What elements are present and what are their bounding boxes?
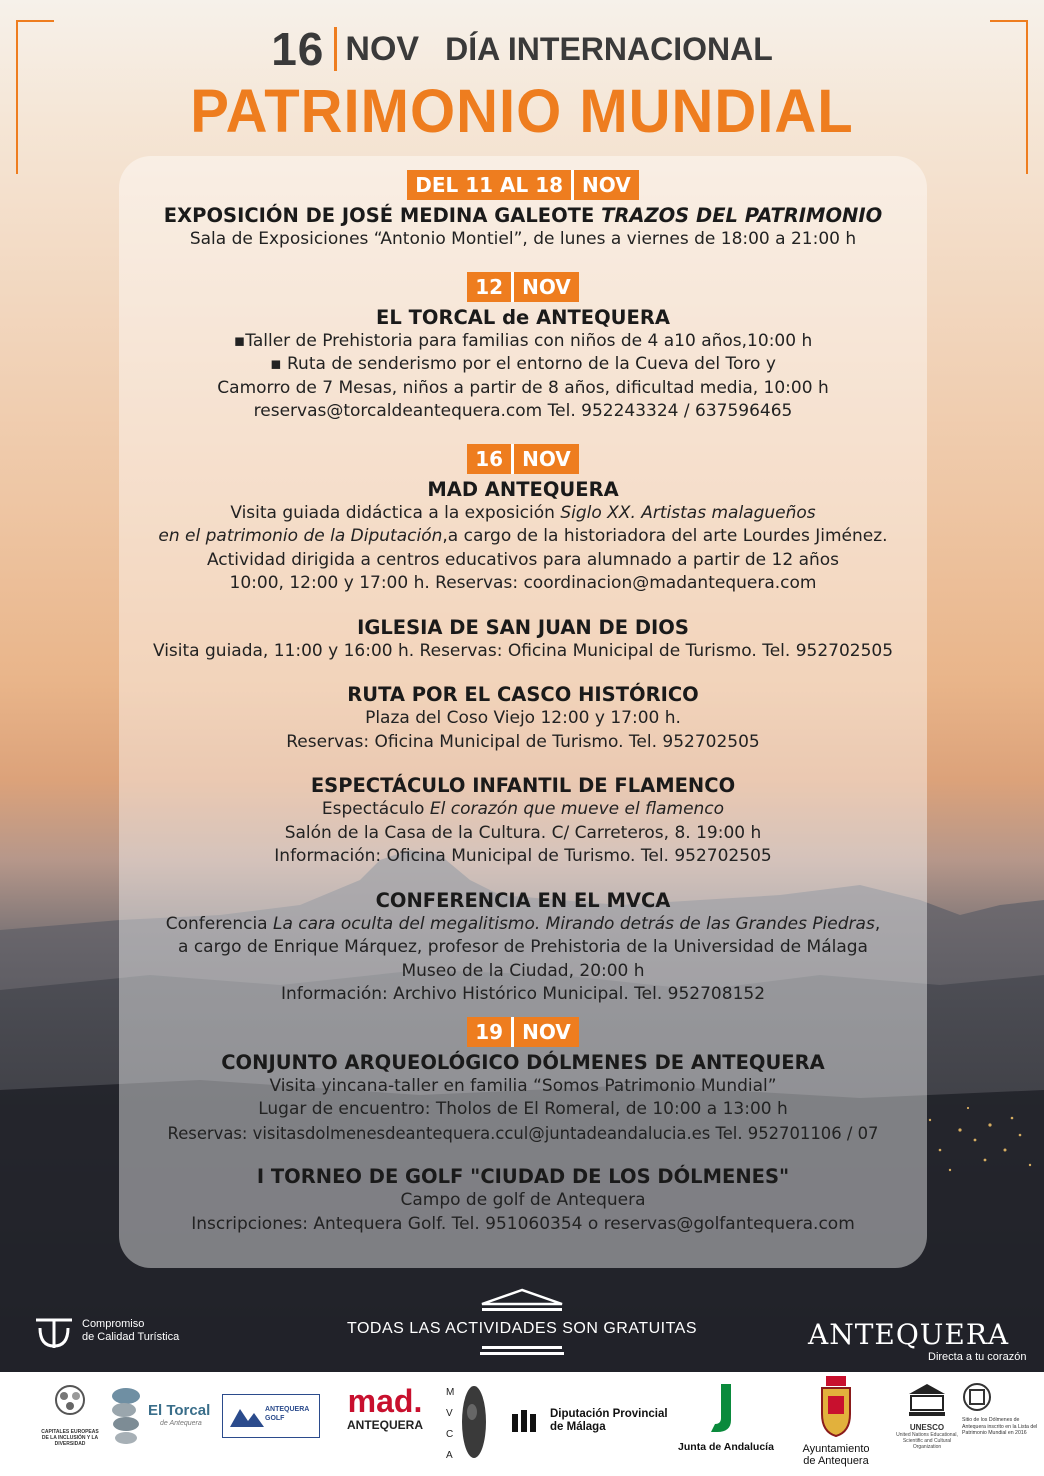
unesco-text: UNESCO xyxy=(909,1423,945,1432)
header-separator xyxy=(334,27,337,71)
capitales-text: CAPITALES EUROPEAS DE LA INCLUSIÓN Y LA DIVERSIDAD xyxy=(41,1429,99,1447)
mad-antequera-logo xyxy=(340,1384,430,1432)
sponsor-logos-strip xyxy=(0,1372,1044,1476)
world-heritage-icon xyxy=(962,1382,992,1412)
event-detail: ▪ Ruta de senderismo por el entorno de la Cueva del Toro y xyxy=(270,354,776,374)
event-detail: Visita yincana-taller en familia “Somos Patrimonio Mundial” xyxy=(269,1075,777,1096)
event-detail: ▪Taller de Prehistoria para familias con niños de 4 a10 años,10:00 h xyxy=(233,330,813,351)
antequera-golf-logo xyxy=(222,1394,320,1438)
mvca-logo xyxy=(444,1378,490,1472)
event-contact: 10:00, 12:00 y 17:00 h. Reservas: coordinacion@madantequera.com xyxy=(229,573,817,593)
capitales-europeas-logo xyxy=(40,1380,100,1447)
event-detail-italic: en el patrimonio de la Diputación xyxy=(158,526,443,546)
event-golf xyxy=(119,1165,927,1236)
event-contact: Información: Archivo Histórico Municipal. Tel. 952708152 xyxy=(280,984,766,1004)
event-mad xyxy=(119,444,927,596)
calidad-turistica-text xyxy=(82,1318,202,1344)
sitio-text: Sitio de los Dólmenes de Antequera inscrito en la Lista del Patrimonio Mundial en 2016 xyxy=(962,1417,1038,1436)
junta-andalucia-logo xyxy=(676,1380,776,1453)
junta-text: Junta de Andalucía xyxy=(678,1441,774,1453)
event-detail: Salón de la Casa de la Cultura. C/ Carreteros, 8. 19:00 h xyxy=(284,822,762,843)
header-month: NOV xyxy=(345,29,420,68)
torcal-text: El Torcal xyxy=(148,1402,211,1419)
header-line xyxy=(0,22,1044,76)
date-badge xyxy=(407,170,638,200)
event-title: MAD ANTEQUERA xyxy=(427,477,619,501)
mad-subtext: ANTEQUERA xyxy=(346,1418,423,1432)
golf-text: ANTEQUERA GOLF xyxy=(265,1406,310,1422)
date-badge xyxy=(467,272,579,302)
event-title xyxy=(119,204,927,228)
date-badge-month: NOV xyxy=(514,272,579,302)
event-flamenco xyxy=(119,774,927,869)
calidad-line-2: de Calidad Turística xyxy=(82,1331,180,1343)
event-title: RUTA POR EL CASCO HISTÓRICO xyxy=(347,683,699,706)
event-title: CONFERENCIA EN EL MVCA xyxy=(375,888,671,912)
torcal-rock-icon xyxy=(108,1384,144,1448)
event-contact: Información: Oficina Municipal de Turismo. Tel. 952702505 xyxy=(274,846,772,866)
event-title: CONJUNTO ARQUEOLÓGICO DÓLMENES DE ANTEQUERA xyxy=(221,1050,825,1074)
event-contact: reservas@torcaldeantequera.com Tel. 952243324 / 637596465 xyxy=(253,401,793,421)
event-detail-text: , xyxy=(874,913,881,934)
event-detail xyxy=(119,913,927,937)
unesco-logo xyxy=(896,1382,958,1450)
event-title: ESPECTÁCULO INFANTIL DE FLAMENCO xyxy=(310,774,736,797)
event-detail-text: Visita guiada didáctica a la exposición xyxy=(230,502,561,523)
coat-of-arms-icon xyxy=(816,1374,856,1438)
event-detail: Sala de Exposiciones “Antonio Montiel”, de lunes a viernes de 18:00 a 21:00 h xyxy=(189,229,857,249)
event-mvca xyxy=(119,889,927,1007)
event-contact: Inscripciones: Antequera Golf. Tel. 951060354 o reservas@golfantequera.com xyxy=(191,1213,855,1234)
capitales-icon xyxy=(48,1380,92,1424)
event-torcal xyxy=(119,272,927,424)
date-badge xyxy=(467,444,579,474)
event-contact: Reservas: visitasdolmenesdeantequera.ccul@juntadeandalucia.es Tel. 952701106 / 07 xyxy=(167,1123,879,1143)
event-title: EL TORCAL de ANTEQUERA xyxy=(376,305,670,329)
mad-text: mad. xyxy=(347,1383,423,1419)
date-badge-days: 16 xyxy=(467,444,511,474)
event-iglesia xyxy=(119,616,927,664)
event-ruta xyxy=(119,683,927,754)
event-detail xyxy=(119,525,927,549)
junta-icon xyxy=(701,1380,751,1436)
calidad-turistica-icon xyxy=(34,1314,74,1350)
event-contact: Reservas: Oficina Municipal de Turismo. Tel. 952702505 xyxy=(286,731,760,752)
ayto-line-2: de Antequera xyxy=(803,1455,869,1467)
antequera-tagline: Directa a tu corazón xyxy=(928,1351,1027,1363)
event-detail-italic: El corazón que mueve el flamenco xyxy=(429,799,725,819)
calidad-line-1: Compromiso xyxy=(82,1318,145,1330)
event-detail xyxy=(119,798,927,822)
antequera-brand-logo xyxy=(808,1318,1026,1363)
event-title: I TORNEO DE GOLF "CIUDAD DE LOS DÓLMENES" xyxy=(256,1165,790,1188)
unesco-subtext: United Nations Educational, Scientific and Cultural Organization xyxy=(896,1432,958,1450)
event-title: IGLESIA DE SAN JUAN DE DIOS xyxy=(357,615,689,639)
main-title: PATRIMONIO MUNDIAL xyxy=(190,77,854,146)
date-badge-month: NOV xyxy=(514,1017,579,1047)
event-detail: Campo de golf de Antequera xyxy=(400,1190,646,1210)
event-dolmenes xyxy=(119,1017,927,1146)
date-badge-days: DEL 11 AL 18 xyxy=(407,170,571,200)
event-title-text: EXPOSICIÓN DE JOSÉ MEDINA GALEOTE xyxy=(163,204,602,227)
unesco-temple-icon xyxy=(907,1382,947,1418)
free-activities-note: TODAS LAS ACTIVIDADES SON GRATUITAS xyxy=(346,1320,697,1337)
date-badge-month: NOV xyxy=(574,170,639,200)
mvca-statue-icon xyxy=(460,1380,488,1464)
event-detail-text: Espectáculo xyxy=(321,799,430,819)
ayto-line-1: Ayuntamiento xyxy=(802,1443,870,1455)
date-badge-days: 19 xyxy=(467,1017,511,1047)
event-detail: a cargo de Enrique Márquez, profesor de Prehistoria de la Universidad de Málaga xyxy=(178,937,868,957)
event-detail-italic: Siglo XX. Artistas malagueños xyxy=(560,502,816,523)
header-day: 16 xyxy=(271,23,325,75)
events-list xyxy=(119,170,927,1256)
date-badge-days: 12 xyxy=(467,272,511,302)
ayuntamiento-antequera-logo xyxy=(786,1374,886,1467)
event-detail: Actividad dirigida a centros educativos para alumnado a partir de 12 años xyxy=(206,549,840,570)
event-title-italic: TRAZOS DEL PATRIMONIO xyxy=(601,204,883,227)
torcal-subtext: de Antequera xyxy=(160,1420,202,1427)
event-detail-text: Conferencia xyxy=(165,913,273,934)
date-badge xyxy=(467,1017,579,1047)
diputacion-line-2: de Málaga xyxy=(550,1421,606,1433)
event-detail-text: ,a cargo de la historiadora del arte Lourdes Jiménez. xyxy=(442,526,888,546)
golf-icon xyxy=(226,1399,266,1433)
event-detail: Camorro de 7 Mesas, niños a partir de 8 años, dificultad media, 10:00 h xyxy=(217,377,829,398)
mvca-text: MVCA xyxy=(446,1387,455,1461)
event-expo xyxy=(119,170,927,252)
date-badge-month: NOV xyxy=(514,444,579,474)
event-detail xyxy=(119,502,927,526)
header-title: DÍA INTERNACIONAL xyxy=(445,30,773,67)
event-detail-italic: La cara oculta del megalitismo. Mirando detrás de las Grandes Piedras xyxy=(273,913,875,934)
diputacion-icon xyxy=(510,1408,540,1434)
world-heritage-site-logo xyxy=(962,1382,1038,1437)
antequera-wordmark: ANTEQUERA xyxy=(808,1318,1010,1351)
event-detail: Plaza del Coso Viejo 12:00 y 17:00 h. xyxy=(365,708,681,728)
event-detail: Lugar de encuentro: Tholos de El Romeral, de 10:00 a 13:00 h xyxy=(258,1099,788,1119)
diputacion-line-1: Diputación Provincial xyxy=(550,1408,668,1420)
event-detail: Visita guiada, 11:00 y 16:00 h. Reservas: Oficina Municipal de Turismo. Tel. 952702505 xyxy=(152,640,894,661)
event-detail: Museo de la Ciudad, 20:00 h xyxy=(401,960,645,981)
